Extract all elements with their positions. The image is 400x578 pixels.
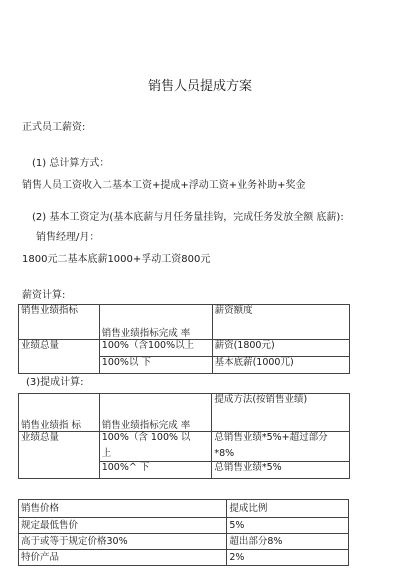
item2-role: 销售经理/月： (36, 232, 100, 243)
price-table (18, 499, 349, 566)
item1-heading: (1) 总计算方式： (32, 158, 110, 169)
table-row (19, 432, 350, 462)
table-cell: 总销售业绩*5% (212, 462, 350, 479)
section-label: 正式员工薪资: (22, 122, 86, 133)
table-cell (99, 432, 212, 462)
table-cell: 特价产品 (19, 550, 227, 566)
document-title: 销售人员提成方案 (147, 79, 252, 94)
table-header-cell: 薪资额度 (212, 305, 349, 340)
table-cell: 100%^ 下 (99, 462, 212, 479)
table-row (19, 550, 349, 566)
table-cell: 高于或等于规定价格30% (19, 534, 227, 550)
cell-line: 总销售业绩*5%+超过部分 (214, 432, 328, 443)
salary-calc-label: 薪资计算: (22, 290, 66, 301)
table-row-label: 业绩总量 (19, 432, 100, 479)
item2-heading: (2) 基本工资定为(基本底薪与月任务量挂钩，完成任务发放全额 底薪): (32, 212, 344, 223)
cell-line: *8% (214, 448, 235, 460)
table-cell: 100%以 下 (99, 357, 212, 374)
table-row (19, 340, 350, 357)
cell-line: 100%（含 100% 以 (101, 432, 191, 443)
table-cell: 规定最低售价 (19, 518, 227, 534)
table-cell (212, 432, 350, 462)
table-header-cell: 销售业绩指标完成 率 (99, 305, 212, 340)
table-header-cell: 销售业绩指 标 (19, 394, 100, 432)
table-header-cell: 提成方法(按销售业绩) (212, 394, 350, 432)
commission-label: (3)提成计算: (26, 377, 84, 388)
table-cell: 100%（含100%以上 (99, 340, 212, 357)
table-cell: 薪资(1800元) (212, 340, 349, 357)
salary-table (18, 304, 350, 374)
table-header-cell: 销售业绩指标完成 率 (99, 394, 212, 432)
table-cell: 5% (227, 518, 349, 534)
table-header-cell: 销售业绩指标 (19, 305, 100, 340)
item1-formula: 销售人员工资收入二基本工资+提成+浮动工资+业务补助+奖金 (22, 180, 306, 191)
table-row (19, 534, 349, 550)
commission-table (18, 393, 350, 479)
table-row (19, 518, 349, 534)
item2-amount: 1800元二基本底薪1000+孚动工资800元 (22, 254, 211, 265)
table-cell: 2% (227, 550, 349, 566)
table-row (19, 500, 349, 518)
table-header-cell: 提成比例 (227, 500, 349, 518)
table-header-cell: 销售价格 (19, 500, 227, 518)
table-cell: 基本底薪(1000兀) (212, 357, 349, 374)
table-row (19, 394, 350, 432)
table-row (19, 305, 350, 340)
cell-line: 上 (101, 448, 112, 460)
table-cell: 超出部分8% (227, 534, 349, 550)
table-row-label: 业绩总量 (19, 340, 100, 374)
